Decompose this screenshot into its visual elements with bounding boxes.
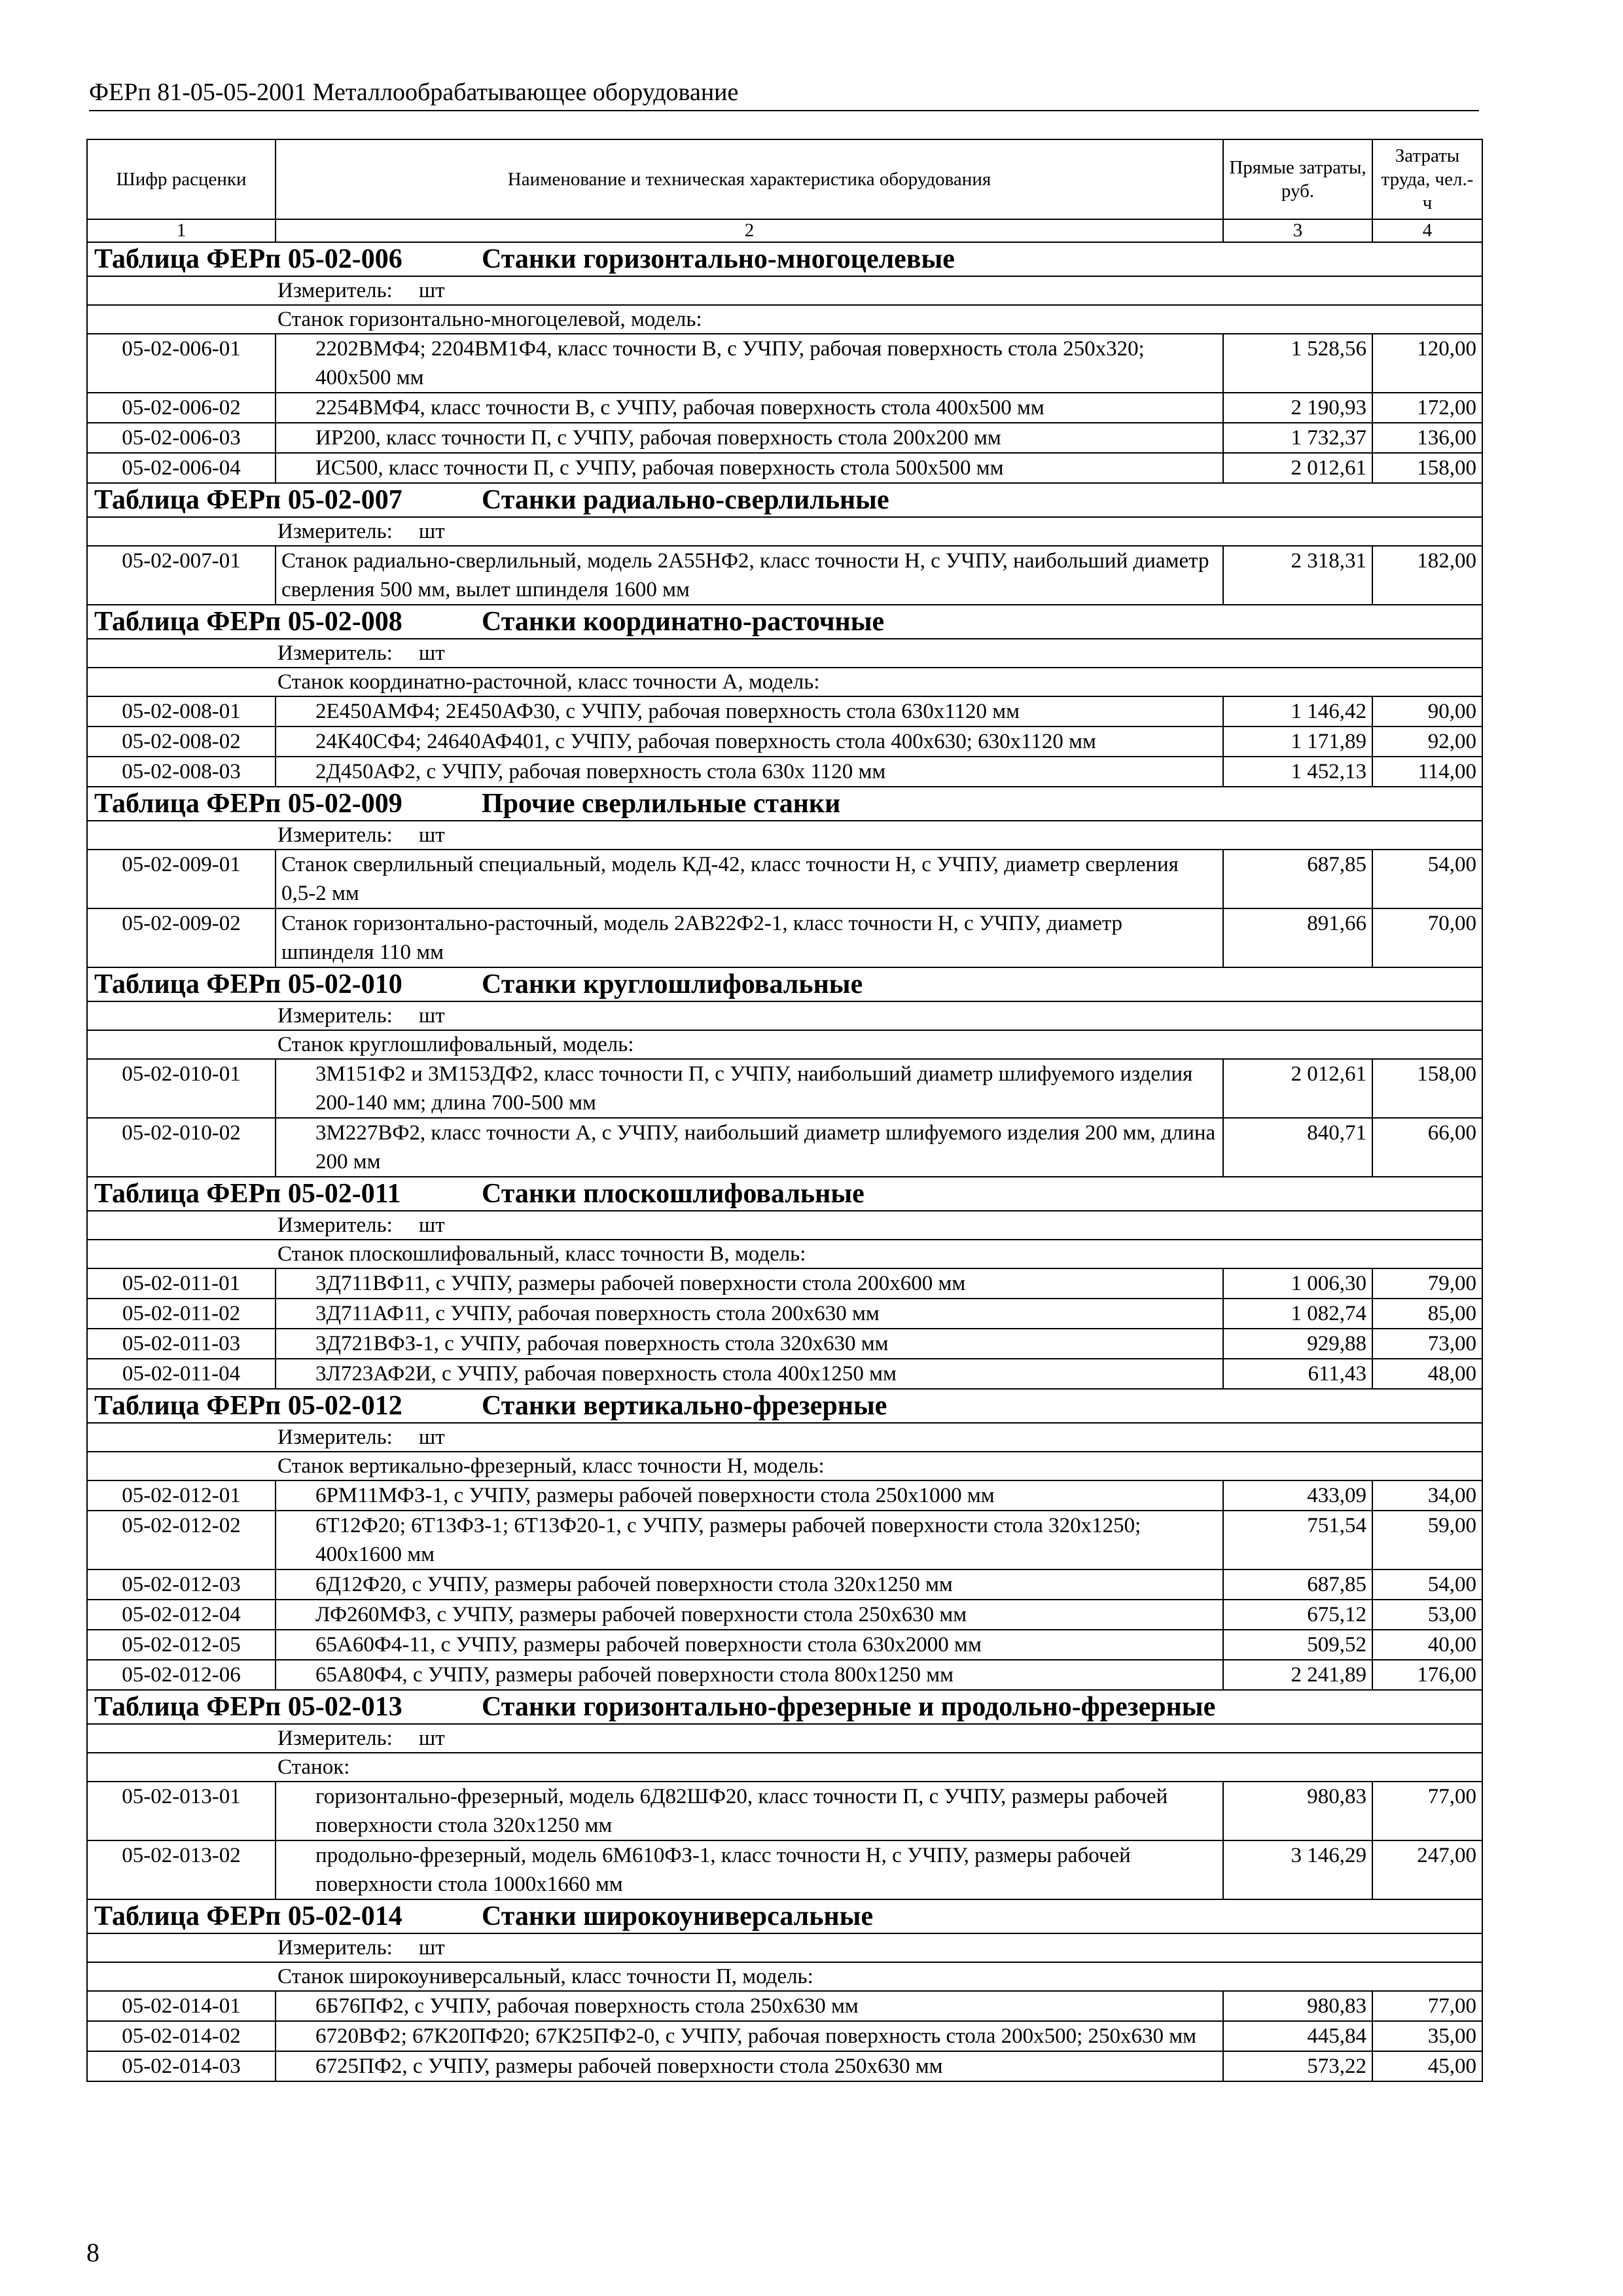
- labor-cost: 158,00: [1372, 1059, 1482, 1118]
- measurement: [87, 1724, 1482, 1753]
- equipment-description: 3Д721ВФЗ-1, с УЧПУ, рабочая поверхность стола 320х630 мм: [276, 1329, 1223, 1359]
- equipment-description: 6Б76ПФ2, с УЧПУ, рабочая поверхность стола 250х630 мм: [276, 1991, 1223, 2021]
- labor-cost: 247,00: [1372, 1840, 1482, 1899]
- rate-code: 05-02-011-04: [87, 1359, 276, 1389]
- measurement-label: Измеритель:: [277, 1213, 393, 1237]
- intro-row: [87, 1962, 1482, 1991]
- section-title-row: [87, 1389, 1482, 1423]
- table-title: Станки круглошлифовальные: [482, 969, 863, 999]
- section-intro: Станок вертикально-фрезерный, класс точности Н, модель:: [87, 1452, 1482, 1480]
- labor-cost: 77,00: [1372, 1991, 1482, 2021]
- intro-row: [87, 1240, 1482, 1268]
- measurement-label: Измеритель:: [277, 641, 393, 665]
- section-intro: Станок плоскошлифовальный, класс точности В, модель:: [87, 1240, 1482, 1268]
- section-intro: Станок широкоуниверсальный, класс точности П, модель:: [87, 1962, 1482, 1991]
- intro-row: [87, 1030, 1482, 1059]
- table-code: Таблица ФЕРп 05-02-007: [94, 485, 402, 515]
- labor-cost: 176,00: [1372, 1660, 1482, 1690]
- direct-cost: 509,52: [1223, 1630, 1372, 1660]
- rates-table: [86, 139, 1483, 2082]
- equipment-description: 65А60Ф4-11, с УЧПУ, размеры рабочей поверхности стола 630х2000 мм: [276, 1630, 1223, 1660]
- equipment-description: 3М151Ф2 и 3М153ДФ2, класс точности П, с УЧПУ, наибольший диаметр шлифуемого изделия 200-140 мм; длина 700-500 мм: [276, 1059, 1223, 1118]
- equipment-description: 3Д711ВФ11, с УЧПУ, размеры рабочей поверхности стола 200х600 мм: [276, 1268, 1223, 1299]
- direct-cost: 687,85: [1223, 1570, 1372, 1600]
- intro-row: [87, 1753, 1482, 1782]
- rate-code: 05-02-014-03: [87, 2051, 276, 2081]
- direct-cost: 1 171,89: [1223, 726, 1372, 757]
- measurement-label: Измеритель:: [277, 279, 393, 302]
- equipment-description: Станок горизонтально-расточный, модель 2АВ22Ф2-1, класс точности Н, с УЧПУ, диаметр шпинделя 110 мм: [276, 908, 1223, 967]
- rate-code: 05-02-011-01: [87, 1268, 276, 1299]
- direct-cost: 1 146,42: [1223, 696, 1372, 726]
- labor-cost: 90,00: [1372, 696, 1482, 726]
- equipment-description: 6РМ11МФЗ-1, с УЧПУ, размеры рабочей поверхности стола 250х1000 мм: [276, 1480, 1223, 1511]
- table-row: [87, 393, 1482, 423]
- labor-cost: 114,00: [1372, 757, 1482, 787]
- measurement-label: Измеритель:: [277, 1426, 393, 1449]
- table-row: [87, 1840, 1482, 1899]
- section-title: [87, 1177, 1482, 1211]
- table-title: Прочие сверлильные станки: [482, 789, 841, 819]
- equipment-description: 6Д12Ф20, с УЧПУ, размеры рабочей поверхности стола 320х1250 мм: [276, 1570, 1223, 1600]
- table-row: [87, 1299, 1482, 1329]
- table-row: [87, 1329, 1482, 1359]
- intro-row: [87, 305, 1482, 334]
- section-intro: Станок:: [87, 1753, 1482, 1782]
- labor-cost: 48,00: [1372, 1359, 1482, 1389]
- direct-cost: 980,83: [1223, 1991, 1372, 2021]
- table-row: [87, 334, 1482, 393]
- equipment-description: 24К40СФ4; 24640АФ401, с УЧПУ, рабочая поверхность стола 400х630; 630х1120 мм: [276, 726, 1223, 757]
- direct-cost: 840,71: [1223, 1118, 1372, 1177]
- column-number-row: [87, 219, 1482, 242]
- measurement-row: [87, 1001, 1482, 1030]
- table-title: Станки координатно-расточные: [482, 607, 885, 637]
- equipment-description: ИС500, класс точности П, с УЧПУ, рабочая поверхность стола 500х500 мм: [276, 453, 1223, 483]
- rate-code: 05-02-012-02: [87, 1511, 276, 1570]
- table-row: [87, 908, 1482, 967]
- col-number: 3: [1223, 219, 1372, 242]
- measurement-unit: шт: [418, 1727, 445, 1750]
- rate-code: 05-02-009-02: [87, 908, 276, 967]
- page-header: ФЕРп 81-05-05-2001 Металлообрабатывающее оборудование: [89, 77, 1479, 111]
- labor-cost: 70,00: [1372, 908, 1482, 967]
- table-title: Станки плоскошлифовальные: [482, 1179, 865, 1209]
- measurement-row: [87, 517, 1482, 546]
- section-title: [87, 242, 1482, 276]
- measurement-row: [87, 1933, 1482, 1962]
- table-title: Станки вертикально-фрезерные: [482, 1391, 887, 1421]
- section-intro: Станок координатно-расточной, класс точности А, модель:: [87, 668, 1482, 696]
- table-code: Таблица ФЕРп 05-02-008: [94, 607, 402, 637]
- section-title: [87, 1690, 1482, 1724]
- equipment-description: 3Д711АФ11, с УЧПУ, рабочая поверхность стола 200х630 мм: [276, 1299, 1223, 1329]
- direct-cost: 675,12: [1223, 1600, 1372, 1630]
- col-number: 2: [276, 219, 1223, 242]
- section-title-row: [87, 787, 1482, 821]
- table-row: [87, 850, 1482, 908]
- measurement-unit: шт: [418, 279, 445, 302]
- measurement-label: Измеритель:: [277, 1727, 393, 1750]
- direct-cost: 1 452,13: [1223, 757, 1372, 787]
- equipment-description: 6725ПФ2, с УЧПУ, размеры рабочей поверхности стола 250х630 мм: [276, 2051, 1223, 2081]
- measurement: [87, 517, 1482, 546]
- labor-cost: 40,00: [1372, 1630, 1482, 1660]
- table-row: [87, 1480, 1482, 1511]
- table-title: Станки радиально-сверлильные: [482, 485, 889, 515]
- table-row: [87, 423, 1482, 453]
- table-row: [87, 2021, 1482, 2051]
- section-title-row: [87, 1177, 1482, 1211]
- section-title: [87, 1899, 1482, 1933]
- labor-cost: 85,00: [1372, 1299, 1482, 1329]
- table-row: [87, 1630, 1482, 1660]
- labor-cost: 92,00: [1372, 726, 1482, 757]
- direct-cost: 573,22: [1223, 2051, 1372, 2081]
- table-code: Таблица ФЕРп 05-02-010: [94, 969, 402, 999]
- labor-cost: 53,00: [1372, 1600, 1482, 1630]
- table-title: Станки широкоуниверсальные: [482, 1901, 874, 1931]
- rate-code: 05-02-011-02: [87, 1299, 276, 1329]
- labor-cost: 54,00: [1372, 1570, 1482, 1600]
- measurement: [87, 821, 1482, 850]
- table-code: Таблица ФЕРп 05-02-009: [94, 789, 402, 819]
- direct-cost: 2 012,61: [1223, 1059, 1372, 1118]
- labor-cost: 59,00: [1372, 1511, 1482, 1570]
- equipment-description: Станок сверлильный специальный, модель КД-42, класс точности Н, с УЧПУ, диаметр сверления 0,5-2 мм: [276, 850, 1223, 908]
- labor-cost: 45,00: [1372, 2051, 1482, 2081]
- section-title-row: [87, 483, 1482, 517]
- measurement: [87, 1423, 1482, 1452]
- page-number: 8: [86, 2238, 99, 2267]
- equipment-description: 3М227ВФ2, класс точности А, с УЧПУ, наибольший диаметр шлифуемого изделия 200 мм, длина 200 мм: [276, 1118, 1223, 1177]
- rate-code: 05-02-006-04: [87, 453, 276, 483]
- section-title-row: [87, 967, 1482, 1001]
- labor-cost: 35,00: [1372, 2021, 1482, 2051]
- measurement-label: Измеритель:: [277, 1004, 393, 1028]
- rate-code: 05-02-012-04: [87, 1600, 276, 1630]
- measurement: [87, 1211, 1482, 1240]
- rate-code: 05-02-008-03: [87, 757, 276, 787]
- table-row: [87, 1268, 1482, 1299]
- rate-code: 05-02-012-05: [87, 1630, 276, 1660]
- direct-cost: 1 528,56: [1223, 334, 1372, 393]
- rate-code: 05-02-009-01: [87, 850, 276, 908]
- table-row: [87, 1359, 1482, 1389]
- measurement-unit: шт: [418, 1213, 445, 1237]
- equipment-description: 6Т12Ф20; 6Т13ФЗ-1; 6Т13Ф20-1, с УЧПУ, размеры рабочей поверхности стола 320х1250; 400х1600 мм: [276, 1511, 1223, 1570]
- col-header-labor: Затраты труда, чел.-ч: [1372, 139, 1482, 219]
- direct-cost: 445,84: [1223, 2021, 1372, 2051]
- table-row: [87, 1059, 1482, 1118]
- table-row: [87, 757, 1482, 787]
- table-code: Таблица ФЕРп 05-02-013: [94, 1692, 402, 1722]
- table-code: Таблица ФЕРп 05-02-006: [94, 244, 402, 274]
- equipment-description: 2254ВМФ4, класс точности В, с УЧПУ, рабочая поверхность стола 400х500 мм: [276, 393, 1223, 423]
- direct-cost: 2 012,61: [1223, 453, 1372, 483]
- direct-cost: 2 190,93: [1223, 393, 1372, 423]
- rate-code: 05-02-013-02: [87, 1840, 276, 1899]
- section-title: [87, 1389, 1482, 1423]
- section-title: [87, 967, 1482, 1001]
- labor-cost: 158,00: [1372, 453, 1482, 483]
- rate-code: 05-02-012-06: [87, 1660, 276, 1690]
- intro-row: [87, 668, 1482, 696]
- table-title: Станки горизонтально-фрезерные и продольно-фрезерные: [482, 1692, 1216, 1722]
- intro-row: [87, 1452, 1482, 1480]
- table-row: [87, 1782, 1482, 1840]
- direct-cost: 611,43: [1223, 1359, 1372, 1389]
- measurement-row: [87, 276, 1482, 305]
- equipment-description: 2202ВМФ4; 2204ВМ1Ф4, класс точности В, с УЧПУ, рабочая поверхность стола 250х320; 400х500 мм: [276, 334, 1223, 393]
- section-intro: Станок круглошлифовальный, модель:: [87, 1030, 1482, 1059]
- direct-cost: 2 241,89: [1223, 1660, 1372, 1690]
- labor-cost: 79,00: [1372, 1268, 1482, 1299]
- measurement-unit: шт: [418, 520, 445, 543]
- measurement-row: [87, 1724, 1482, 1753]
- measurement-unit: шт: [418, 1004, 445, 1028]
- labor-cost: 54,00: [1372, 850, 1482, 908]
- section-title: [87, 787, 1482, 821]
- table-row: [87, 1991, 1482, 2021]
- section-title-row: [87, 242, 1482, 276]
- equipment-description: 3Л723АФ2И, с УЧПУ, рабочая поверхность стола 400х1250 мм: [276, 1359, 1223, 1389]
- labor-cost: 73,00: [1372, 1329, 1482, 1359]
- measurement-unit: шт: [418, 1936, 445, 1960]
- direct-cost: 687,85: [1223, 850, 1372, 908]
- measurement-label: Измеритель:: [277, 520, 393, 543]
- measurement-unit: шт: [418, 1426, 445, 1449]
- labor-cost: 66,00: [1372, 1118, 1482, 1177]
- direct-cost: 1 732,37: [1223, 423, 1372, 453]
- table-row: [87, 1118, 1482, 1177]
- rate-code: 05-02-012-01: [87, 1480, 276, 1511]
- col-header-direct: Прямые затраты, руб.: [1223, 139, 1372, 219]
- section-title-row: [87, 1899, 1482, 1933]
- table-row: [87, 696, 1482, 726]
- col-header-name: Наименование и техническая характеристика оборудования: [276, 139, 1223, 219]
- measurement-row: [87, 1423, 1482, 1452]
- col-header-code: Шифр расценки: [87, 139, 276, 219]
- rate-code: 05-02-006-03: [87, 423, 276, 453]
- table-row: [87, 1600, 1482, 1630]
- measurement: [87, 1001, 1482, 1030]
- labor-cost: 172,00: [1372, 393, 1482, 423]
- labor-cost: 34,00: [1372, 1480, 1482, 1511]
- direct-cost: 980,83: [1223, 1782, 1372, 1840]
- rate-code: 05-02-008-02: [87, 726, 276, 757]
- col-number: 1: [87, 219, 276, 242]
- rate-code: 05-02-007-01: [87, 546, 276, 605]
- measurement-row: [87, 1211, 1482, 1240]
- equipment-description: горизонтально-фрезерный, модель 6Д82ШФ20, класс точности П, с УЧПУ, размеры рабочей поверхности стола 320х1250 мм: [276, 1782, 1223, 1840]
- rate-code: 05-02-014-02: [87, 2021, 276, 2051]
- column-header-row: [87, 139, 1482, 219]
- rate-code: 05-02-011-03: [87, 1329, 276, 1359]
- measurement-label: Измеритель:: [277, 823, 393, 847]
- rate-code: 05-02-010-01: [87, 1059, 276, 1118]
- equipment-description: 6720ВФ2; 67К20ПФ20; 67К25ПФ2-0, с УЧПУ, рабочая поверхность стола 200х500; 250х630 мм: [276, 2021, 1223, 2051]
- table-code: Таблица ФЕРп 05-02-011: [94, 1179, 401, 1209]
- measurement: [87, 639, 1482, 668]
- section-title-row: [87, 605, 1482, 639]
- direct-cost: 2 318,31: [1223, 546, 1372, 605]
- measurement-row: [87, 639, 1482, 668]
- rate-code: 05-02-006-01: [87, 334, 276, 393]
- labor-cost: 120,00: [1372, 334, 1482, 393]
- equipment-description: Станок радиально-сверлильный, модель 2А55НФ2, класс точности Н, с УЧПУ, наибольший диаметр сверления 500 мм, вылет шпинделя 1600 мм: [276, 546, 1223, 605]
- measurement: [87, 1933, 1482, 1962]
- equipment-description: ЛФ260МФЗ, с УЧПУ, размеры рабочей поверхности стола 250х630 мм: [276, 1600, 1223, 1630]
- equipment-description: ИР200, класс точности П, с УЧПУ, рабочая поверхность стола 200х200 мм: [276, 423, 1223, 453]
- table-row: [87, 2051, 1482, 2081]
- rate-code: 05-02-008-01: [87, 696, 276, 726]
- section-intro: Станок горизонтально-многоцелевой, модель:: [87, 305, 1482, 334]
- measurement-unit: шт: [418, 823, 445, 847]
- direct-cost: 891,66: [1223, 908, 1372, 967]
- table-row: [87, 1570, 1482, 1600]
- table-row: [87, 1660, 1482, 1690]
- direct-cost: 3 146,29: [1223, 1840, 1372, 1899]
- labor-cost: 77,00: [1372, 1782, 1482, 1840]
- rate-code: 05-02-010-02: [87, 1118, 276, 1177]
- table-row: [87, 726, 1482, 757]
- labor-cost: 182,00: [1372, 546, 1482, 605]
- equipment-description: 2Е450АМФ4; 2Е450АФ30, с УЧПУ, рабочая поверхность стола 630х1120 мм: [276, 696, 1223, 726]
- table-code: Таблица ФЕРп 05-02-014: [94, 1901, 402, 1931]
- measurement-label: Измеритель:: [277, 1936, 393, 1960]
- table-row: [87, 1511, 1482, 1570]
- direct-cost: 1 006,30: [1223, 1268, 1372, 1299]
- direct-cost: 751,54: [1223, 1511, 1372, 1570]
- col-number: 4: [1372, 219, 1482, 242]
- table-title: Станки горизонтально-многоцелевые: [482, 244, 955, 274]
- rate-code: 05-02-013-01: [87, 1782, 276, 1840]
- equipment-description: 65А80Ф4, с УЧПУ, размеры рабочей поверхности стола 800х1250 мм: [276, 1660, 1223, 1690]
- table-row: [87, 546, 1482, 605]
- measurement-row: [87, 821, 1482, 850]
- section-title: [87, 605, 1482, 639]
- section-title: [87, 483, 1482, 517]
- equipment-description: продольно-фрезерный, модель 6М610ФЗ-1, класс точности Н, с УЧПУ, размеры рабочей поверхности стола 1000х1660 мм: [276, 1840, 1223, 1899]
- rate-code: 05-02-012-03: [87, 1570, 276, 1600]
- table-body: [87, 242, 1482, 2081]
- labor-cost: 136,00: [1372, 423, 1482, 453]
- equipment-description: 2Д450АФ2, с УЧПУ, рабочая поверхность стола 630х 1120 мм: [276, 757, 1223, 787]
- direct-cost: 1 082,74: [1223, 1299, 1372, 1329]
- table-row: [87, 453, 1482, 483]
- rate-code: 05-02-006-02: [87, 393, 276, 423]
- direct-cost: 433,09: [1223, 1480, 1372, 1511]
- direct-cost: 929,88: [1223, 1329, 1372, 1359]
- rate-code: 05-02-014-01: [87, 1991, 276, 2021]
- table-code: Таблица ФЕРп 05-02-012: [94, 1391, 402, 1421]
- section-title-row: [87, 1690, 1482, 1724]
- measurement-unit: шт: [418, 641, 445, 665]
- measurement: [87, 276, 1482, 305]
